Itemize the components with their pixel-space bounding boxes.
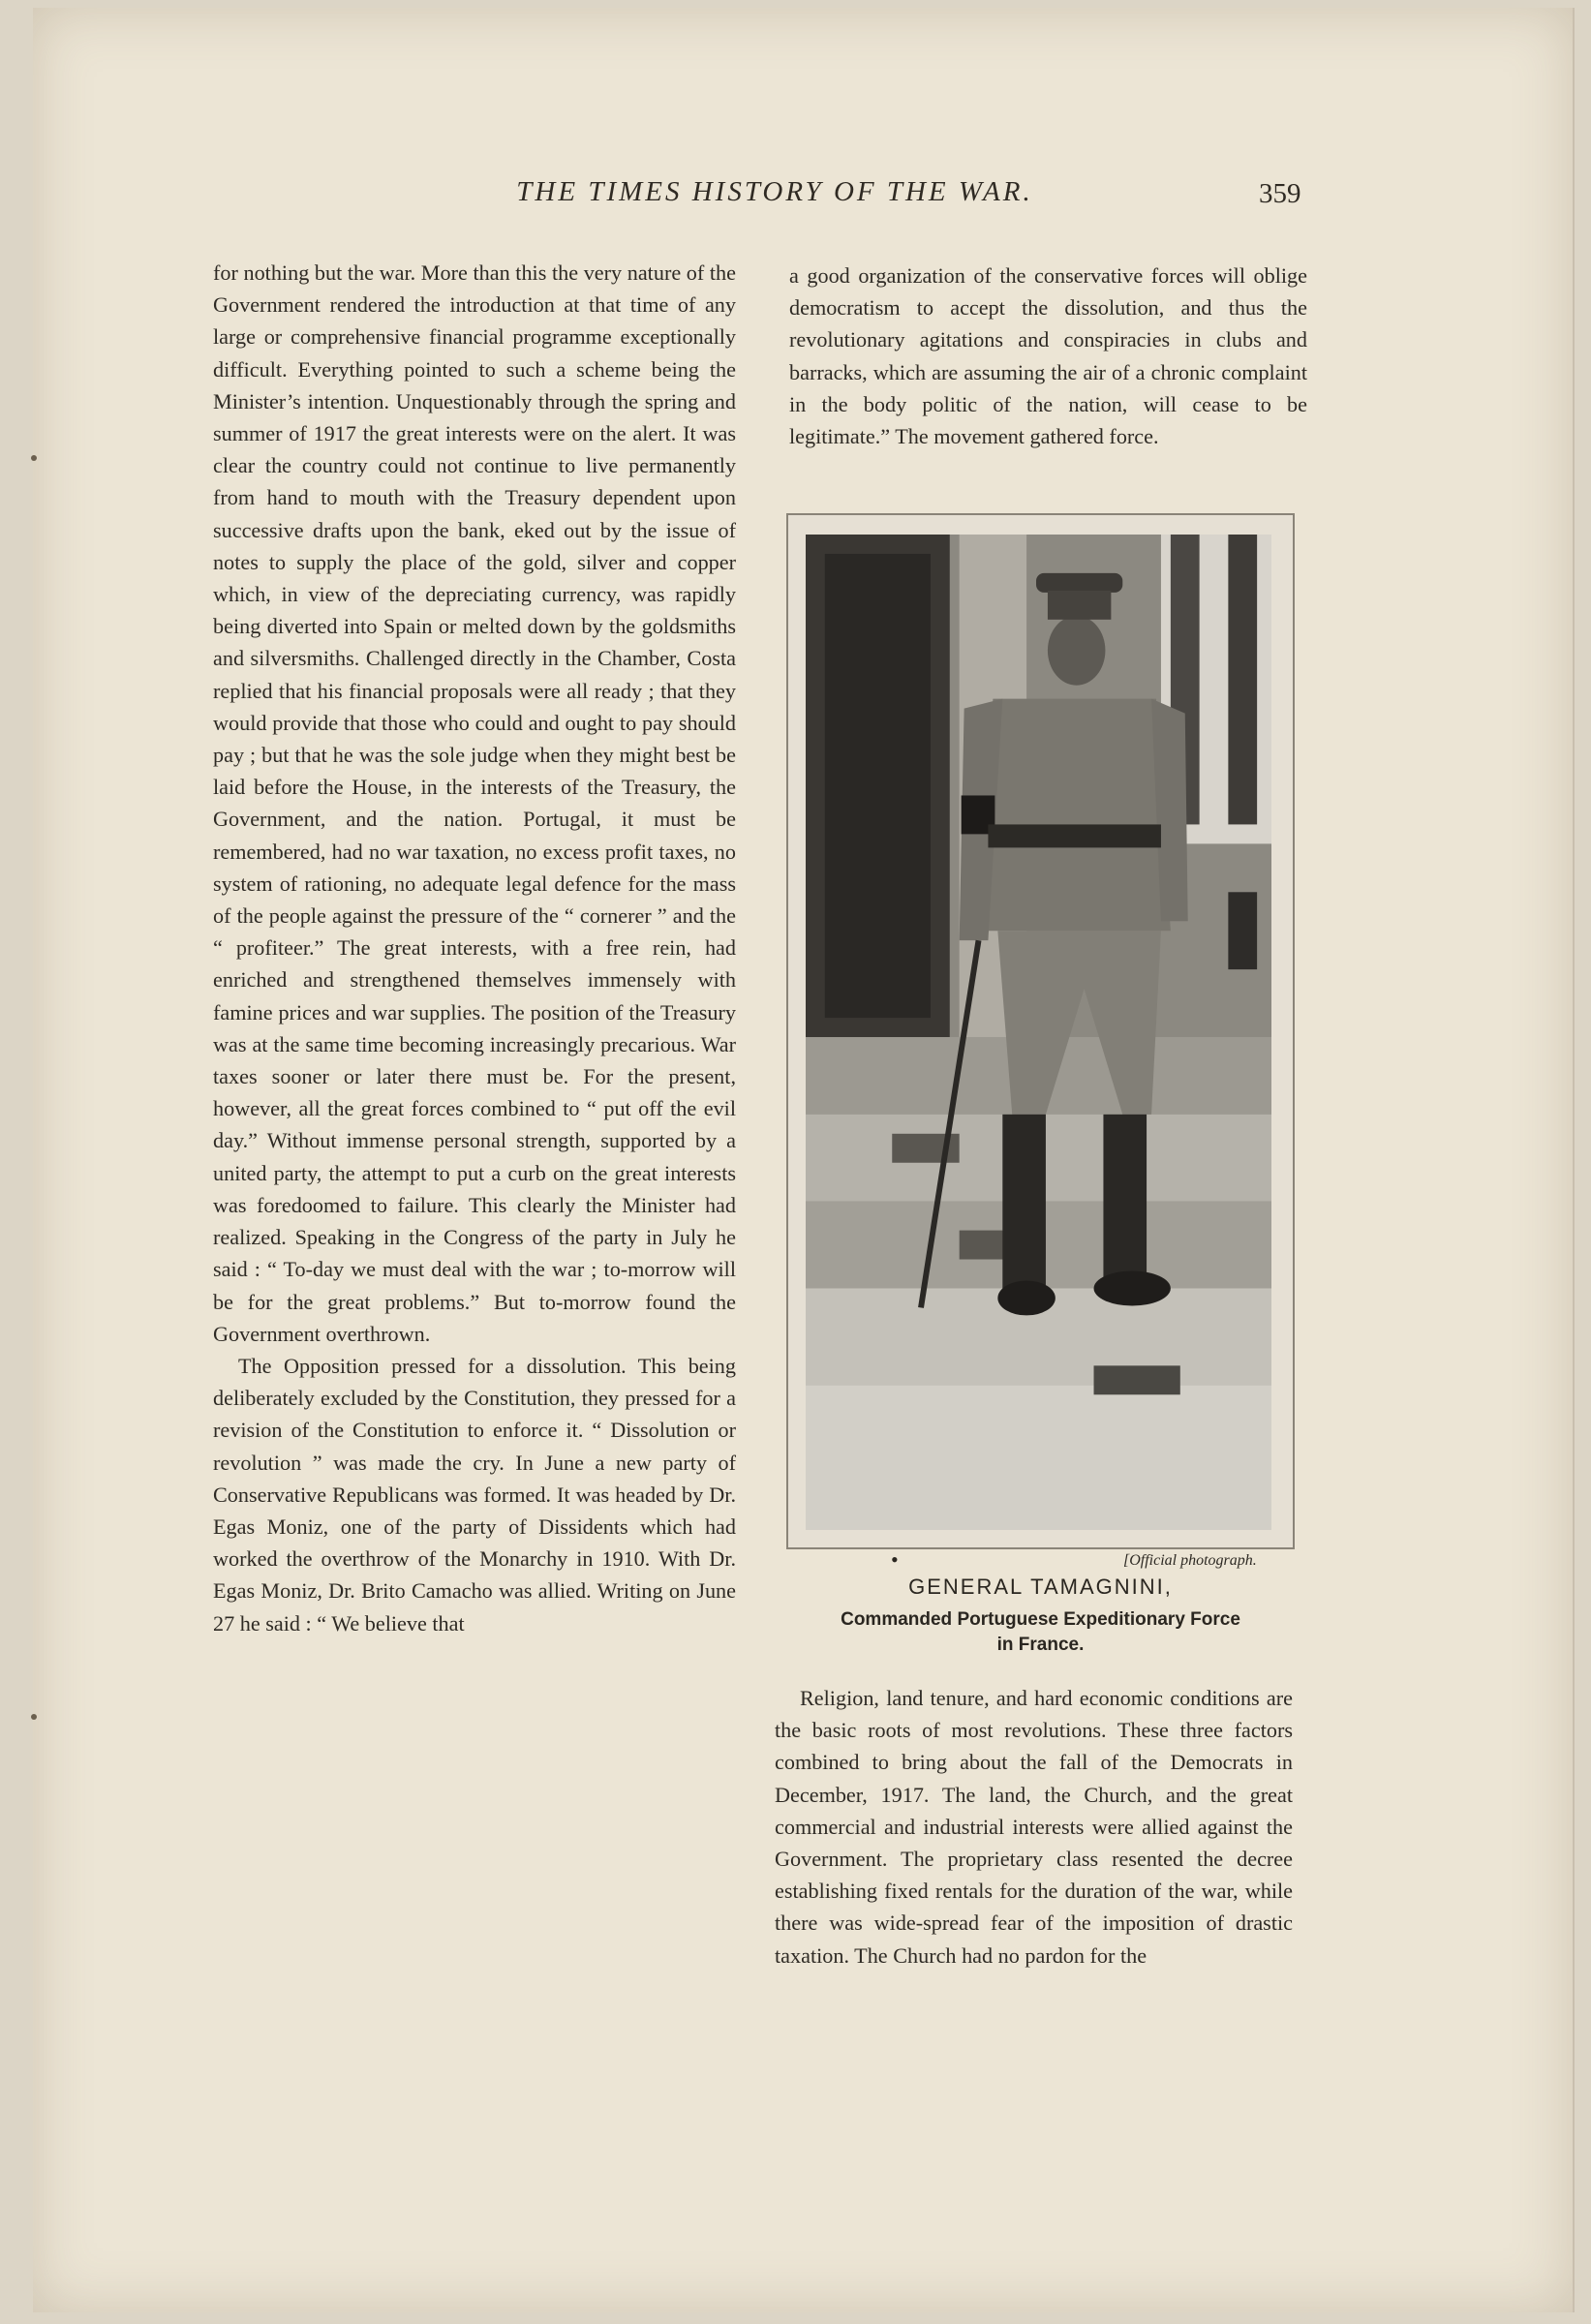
photo-credit: [Official photograph.: [1123, 1552, 1257, 1569]
caption-title: GENERAL TAMAGNINI,: [908, 1575, 1173, 1599]
paragraph: a good organization of the conservative forces will oblige democratism to accept the dissolution, and thus the revolutionary agitations and conspiracies in clubs and barracks, which are assuming the air of a chronic complaint in the body politic of the nation, will cease to be legitimate.” The movement gathered force.: [789, 263, 1307, 449]
running-head: THE TIMES HISTORY OF THE WAR.: [516, 176, 1033, 207]
portrait-photograph: [806, 535, 1271, 1530]
caption-line: Commanded Portuguese Expeditionary Force: [841, 1609, 1240, 1630]
paragraph: Religion, land tenure, and hard economic conditions are the basic roots of most revolutions. These three factors combined to bring about the fall of the Democrats in December, 1917. The land, the Church, and the great commercial and industrial interests were allied against the Government. The proprietary class resented the decree establishing fixed rentals for the duration of the war, while there was wide-spread fear of the imposition of drastic taxation. The Church had no pardon for the: [775, 1686, 1293, 1968]
right-column-bottom: [775, 1682, 1293, 1972]
right-column-top: [789, 260, 1307, 452]
left-column: [213, 257, 736, 1639]
portrait-photograph-frame: [786, 513, 1295, 1549]
soldier-portrait-illustration: [806, 535, 1271, 1530]
caption-subtitle: [786, 1607, 1295, 1658]
binding-hole: [31, 455, 37, 461]
paragraph: The Opposition pressed for a dissolution. This being deliberately excluded by the Constitution, they pressed for a revision of the Constitution to enforce it. “ Dissolution or revolution ” was made the cry. In June a new party of Conservative Republicans was formed. It was headed by Dr. Egas Moniz, one of the party of Dissidents which had worked the overthrow of the Monarchy in 1910. With Dr. Egas Moniz, Dr. Brito Camacho was allied. Writing on June 27 he said : “ We believe that: [213, 1353, 736, 1636]
binding-hole: [31, 1714, 37, 1720]
bullet-mark: •: [891, 1547, 899, 1572]
page-number: 359: [1259, 178, 1301, 209]
paragraph: for nothing but the war. More than this the very nature of the Government rendered the introduction at that time of any large or comprehensive financial programme exceptionally difficult. Everything pointed to such a scheme being the Minister’s intention. Unquestionably through the spring and summer of 1917 the great interests were on the alert. It was clear the country could not continue to live permanently from hand to mouth with the Treasury dependent upon successive drafts upon the bank, eked out by the issue of notes to supply the place of the gold, silver and copper which, in view of the depreciating currency, was rapidly being diverted into Spain or melted down by the goldsmiths and silversmiths. Challenged directly in the Chamber, Costa replied that his financial proposals were all ready ; that they would provide that those who could and ought to pay should pay ; but that he was the sole judge when they might best be laid before the House, in the interests of the Treasury, the Government, and the nation. Portugal, it must be remembered, had no war taxation, no excess profit taxes, no system of rationing, no adequate legal defence for the mass of the people against the pressure of the “ cornerer ” and the “ profiteer.” The great interests, with a free rein, had enriched and strengthened themselves immensely with famine prices and war supplies. The position of the Treasury was at the same time becoming increasingly precarious. War taxes sooner or later there must be. For the present, however, all the great forces combined to “ put off the evil day.” Without immense personal strength, supported by a united party, the attempt to put a curb on the great interests was foredoomed to failure. This clearly the Minister had realized. Speaking in the Congress of the party in July he said : “ To-day we must deal with the war ; to-morrow will be for the great problems.” But to-morrow found the Government overthrown.: [213, 260, 736, 1346]
page-header: [0, 176, 1591, 215]
caption-line: in France.: [996, 1635, 1085, 1655]
